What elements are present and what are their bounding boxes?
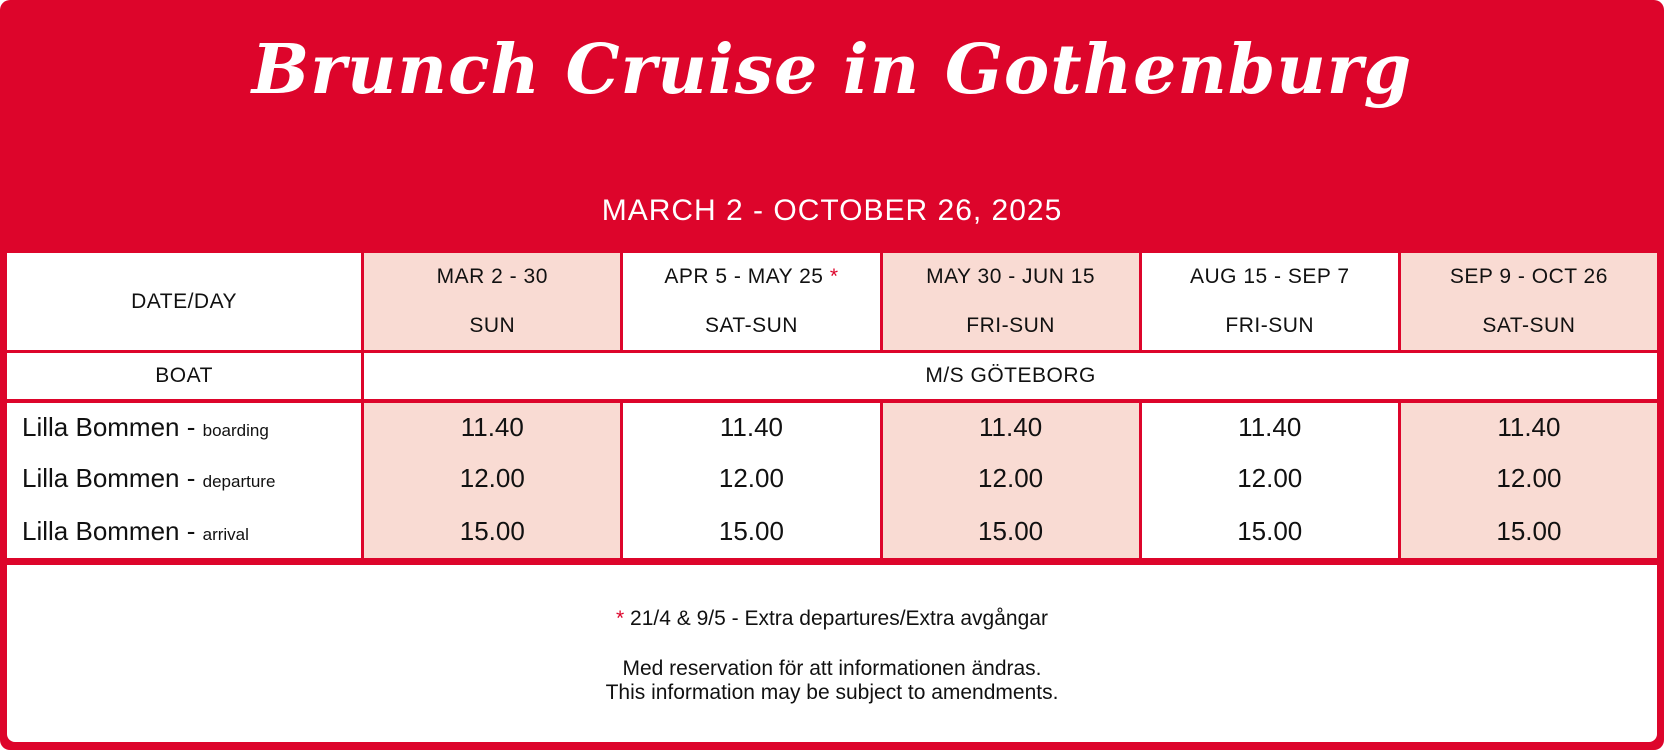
table-row [7,399,1657,452]
period-dates: APR 5 - MAY 25 * [620,253,879,301]
season-dates: MARCH 2 - OCTOBER 26, 2025 [601,194,1063,227]
period-dates: SEP 9 - OCT 26 [1398,253,1657,301]
time-cell: 15.00 [361,505,620,558]
time-cell: 12.00 [361,452,620,505]
disclaimer-english: This information may be subject to amendments. [605,681,1059,704]
page-title: Brunch Cruise in Gothenburg [251,30,1413,110]
boat-name: M/S GÖTEBORG [361,350,1657,399]
time-cell: 15.00 [1139,505,1398,558]
time-cell: 11.40 [880,399,1139,452]
disclaimer-swedish: Med reservation för att informationen ändras. [622,657,1042,680]
asterisk-mark: * [829,265,839,288]
period-days: SAT-SUN [1398,301,1657,350]
row-label: Lilla Bommen - departure [7,452,361,505]
table-row [7,505,1657,558]
time-cell: 11.40 [1398,399,1657,452]
table-row [7,452,1657,505]
period-days: SAT-SUN [620,301,879,350]
date-day-header: DATE/DAY [7,253,361,350]
time-cell: 11.40 [361,399,620,452]
period-days: SUN [361,301,620,350]
time-cell: 15.00 [880,505,1139,558]
row-label: Lilla Bommen - boarding [7,399,361,452]
row-label: Lilla Bommen - arrival [7,505,361,558]
schedule-table [7,253,1657,558]
time-cell: 12.00 [1139,452,1398,505]
boat-header: BOAT [7,350,361,399]
period-dates: AUG 15 - SEP 7 [1139,253,1398,301]
time-cell: 15.00 [1398,505,1657,558]
footer-notes [7,565,1657,742]
time-cell: 12.00 [1398,452,1657,505]
time-cell: 11.40 [1139,399,1398,452]
time-cell: 11.40 [620,399,879,452]
period-dates: MAR 2 - 30 [361,253,620,301]
period-dates: MAY 30 - JUN 15 [880,253,1139,301]
time-cell: 15.00 [620,505,879,558]
time-cell: 12.00 [620,452,879,505]
period-dates-row [7,253,1657,301]
period-days: FRI-SUN [1139,301,1398,350]
time-cell: 12.00 [880,452,1139,505]
boat-row [7,350,1657,399]
asterisk-mark: * [616,607,625,630]
period-days: FRI-SUN [880,301,1139,350]
extra-departures-note: * 21/4 & 9/5 - Extra departures/Extra avgångar [616,607,1048,630]
